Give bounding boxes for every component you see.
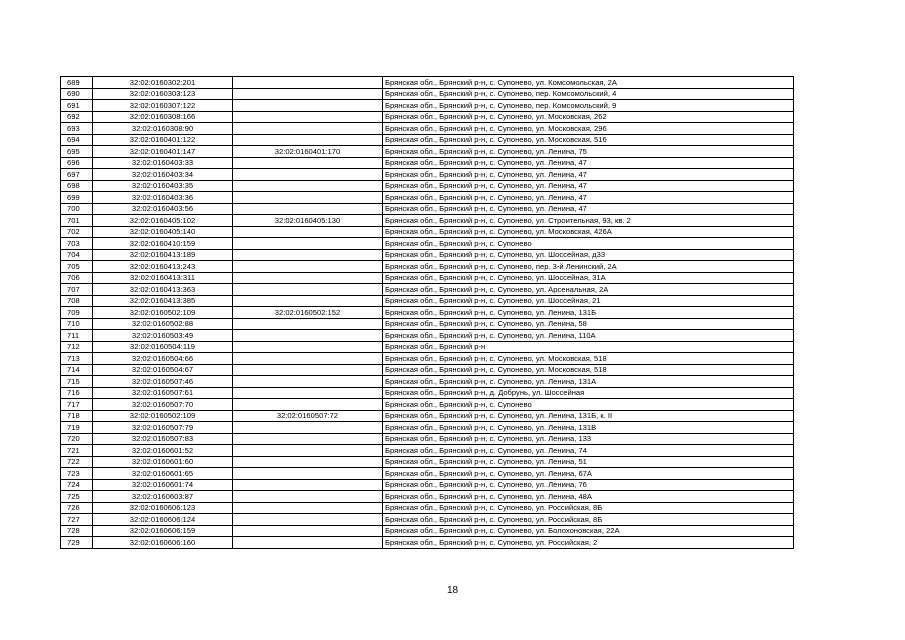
related-cadastral-number-cell — [233, 111, 383, 123]
table-row — [61, 77, 794, 89]
page-number: 18 — [446, 585, 459, 596]
cadastral-number-cell: 32:02:0160403:34 — [93, 169, 233, 181]
row-number-cell: 721 — [61, 445, 93, 457]
row-number-cell: 716 — [61, 387, 93, 399]
row-number-cell: 709 — [61, 307, 93, 319]
row-number-cell: 706 — [61, 272, 93, 284]
table-row — [61, 249, 794, 261]
related-cadastral-number-cell — [233, 456, 383, 468]
related-cadastral-number-cell — [233, 261, 383, 273]
cadastral-number-cell: 32:02:0160601:74 — [93, 479, 233, 491]
table-row — [61, 399, 794, 411]
table-row — [61, 238, 794, 250]
table-row — [61, 479, 794, 491]
address-cell: Брянская обл., Брянский р-н, с. Супонево, ул. Комсомольская, 2А — [383, 77, 794, 89]
row-number-cell: 727 — [61, 514, 93, 526]
address-cell: Брянская обл., Брянский р-н, с. Супонево, пер. Комсомольский, 4 — [383, 88, 794, 100]
related-cadastral-number-cell — [233, 525, 383, 537]
row-number-cell: 693 — [61, 123, 93, 135]
cadastral-number-cell: 32:02:0160503:49 — [93, 330, 233, 342]
table-row — [61, 514, 794, 526]
row-number-cell: 708 — [61, 295, 93, 307]
related-cadastral-number-cell — [233, 284, 383, 296]
row-number-cell: 729 — [61, 537, 93, 549]
row-number-cell: 728 — [61, 525, 93, 537]
row-number-cell: 704 — [61, 249, 93, 261]
row-number-cell: 698 — [61, 180, 93, 192]
address-cell: Брянская обл., Брянский р-н, с. Супонево, ул. Московская, 516 — [383, 134, 794, 146]
address-cell: Брянская обл., Брянский р-н, с. Супонево, ул. Ленина, 51 — [383, 456, 794, 468]
cadastral-number-cell: 32:02:0160507:46 — [93, 376, 233, 388]
address-cell: Брянская обл., Брянский р-н, с. Супонево, ул. Шоссейная, 31А — [383, 272, 794, 284]
cadastral-number-cell: 32:02:0160410:159 — [93, 238, 233, 250]
related-cadastral-number-cell: 32:02:0160405:130 — [233, 215, 383, 227]
table-row — [61, 537, 794, 549]
cadastral-number-cell: 32:02:0160307:122 — [93, 100, 233, 112]
row-number-cell: 726 — [61, 502, 93, 514]
row-number-cell: 692 — [61, 111, 93, 123]
related-cadastral-number-cell — [233, 387, 383, 399]
table-row — [61, 433, 794, 445]
address-cell: Брянская обл., Брянский р-н, с. Супонево, пер. Комсомольский, 9 — [383, 100, 794, 112]
address-cell: Брянская обл., Брянский р-н, с. Супонево, ул. Ленина, 133 — [383, 433, 794, 445]
address-cell: Брянская обл., Брянский р-н, с. Супонево, ул. Ленина, 131Б — [383, 307, 794, 319]
row-number-cell: 717 — [61, 399, 93, 411]
cadastral-number-cell: 32:02:0160403:33 — [93, 157, 233, 169]
row-number-cell: 724 — [61, 479, 93, 491]
cadastral-number-cell: 32:02:0160413:189 — [93, 249, 233, 261]
cadastral-number-cell: 32:02:0160507:70 — [93, 399, 233, 411]
table-row — [61, 468, 794, 480]
related-cadastral-number-cell — [233, 272, 383, 284]
table-row — [61, 387, 794, 399]
cadastral-number-cell: 32:02:0160405:140 — [93, 226, 233, 238]
address-cell: Брянская обл., Брянский р-н — [383, 341, 794, 353]
address-cell: Брянская обл., Брянский р-н, с. Супонево, ул. Московская, 426А — [383, 226, 794, 238]
address-cell: Брянская обл., Брянский р-н, с. Супонево, ул. Строительная, 93, кв. 2 — [383, 215, 794, 227]
related-cadastral-number-cell — [233, 422, 383, 434]
related-cadastral-number-cell — [233, 238, 383, 250]
address-cell: Брянская обл., Брянский р-н, с. Супонево, ул. Ленина, 47 — [383, 169, 794, 181]
cadastral-number-cell: 32:02:0160606:159 — [93, 525, 233, 537]
row-number-cell: 712 — [61, 341, 93, 353]
cadastral-number-cell: 32:02:0160502:109 — [93, 410, 233, 422]
table-row — [61, 123, 794, 135]
table-row — [61, 111, 794, 123]
row-number-cell: 722 — [61, 456, 93, 468]
row-number-cell: 710 — [61, 318, 93, 330]
row-number-cell: 714 — [61, 364, 93, 376]
address-cell: Брянская обл., Брянский р-н, с. Супонево, ул. Ленина, 75 — [383, 146, 794, 158]
related-cadastral-number-cell — [233, 376, 383, 388]
related-cadastral-number-cell — [233, 295, 383, 307]
table-row — [61, 376, 794, 388]
row-number-cell: 700 — [61, 203, 93, 215]
row-number-cell: 705 — [61, 261, 93, 273]
address-cell: Брянская обл., Брянский р-н, с. Супонево, ул. Российская, 8Б — [383, 502, 794, 514]
cadastral-number-cell: 32:02:0160303:123 — [93, 88, 233, 100]
cadastral-number-cell: 32:02:0160606:160 — [93, 537, 233, 549]
address-cell: Брянская обл., Брянский р-н, с. Супонево, ул. Ленина, 131Б, к. II — [383, 410, 794, 422]
table-row — [61, 100, 794, 112]
row-number-cell: 713 — [61, 353, 93, 365]
cadastral-number-cell: 32:02:0160601:52 — [93, 445, 233, 457]
cadastral-number-cell: 32:02:0160401:147 — [93, 146, 233, 158]
row-number-cell: 707 — [61, 284, 93, 296]
address-cell: Брянская обл., Брянский р-н, с. Супонево, ул. Ленина, 131В — [383, 422, 794, 434]
registry-table — [60, 76, 794, 549]
address-cell: Брянская обл., Брянский р-н, с. Супонево, ул. Шоссейная, 21 — [383, 295, 794, 307]
table-row — [61, 330, 794, 342]
address-cell: Брянская обл., Брянский р-н, с. Супонево, ул. Ленина, 110А — [383, 330, 794, 342]
table-row — [61, 456, 794, 468]
address-cell: Брянская обл., Брянский р-н, с. Супонево, ул. Московская, 296 — [383, 123, 794, 135]
row-number-cell: 694 — [61, 134, 93, 146]
table-row — [61, 134, 794, 146]
cadastral-number-cell: 32:02:0160507:83 — [93, 433, 233, 445]
address-cell: Брянская обл., Брянский р-н, с. Супонево, ул. Ленина, 67А — [383, 468, 794, 480]
related-cadastral-number-cell: 32:02:0160401:170 — [233, 146, 383, 158]
related-cadastral-number-cell — [233, 203, 383, 215]
address-cell: Брянская обл., Брянский р-н, с. Супонево, ул. Болохоновская, 22А — [383, 525, 794, 537]
cadastral-number-cell: 32:02:0160507:79 — [93, 422, 233, 434]
table-row — [61, 192, 794, 204]
related-cadastral-number-cell — [233, 88, 383, 100]
cadastral-number-cell: 32:02:0160413:363 — [93, 284, 233, 296]
cadastral-number-cell: 32:02:0160401:122 — [93, 134, 233, 146]
related-cadastral-number-cell — [233, 123, 383, 135]
cadastral-number-cell: 32:02:0160504:119 — [93, 341, 233, 353]
related-cadastral-number-cell — [233, 537, 383, 549]
cadastral-number-cell: 32:02:0160413:385 — [93, 295, 233, 307]
table-row — [61, 146, 794, 158]
table-row — [61, 341, 794, 353]
address-cell: Брянская обл., Брянский р-н, с. Супонево, ул. Ленина, 131А — [383, 376, 794, 388]
row-number-cell: 699 — [61, 192, 93, 204]
table-row — [61, 307, 794, 319]
address-cell: Брянская обл., Брянский р-н, с. Супонево, ул. Ленина, 76 — [383, 479, 794, 491]
row-number-cell: 723 — [61, 468, 93, 480]
row-number-cell: 725 — [61, 491, 93, 503]
cadastral-number-cell: 32:02:0160502:109 — [93, 307, 233, 319]
cadastral-number-cell: 32:02:0160405:102 — [93, 215, 233, 227]
cadastral-number-cell: 32:02:0160413:243 — [93, 261, 233, 273]
table-row — [61, 353, 794, 365]
related-cadastral-number-cell — [233, 479, 383, 491]
table-row — [61, 180, 794, 192]
table-row — [61, 261, 794, 273]
related-cadastral-number-cell — [233, 318, 383, 330]
cadastral-number-cell: 32:02:0160403:56 — [93, 203, 233, 215]
address-cell: Брянская обл., Брянский р-н, с. Супонево, ул. Московская, 518 — [383, 353, 794, 365]
cadastral-number-cell: 32:02:0160504:67 — [93, 364, 233, 376]
address-cell: Брянская обл., Брянский р-н, с. Супонево — [383, 238, 794, 250]
related-cadastral-number-cell — [233, 77, 383, 89]
row-number-cell: 711 — [61, 330, 93, 342]
related-cadastral-number-cell — [233, 491, 383, 503]
cadastral-number-cell: 32:02:0160308:90 — [93, 123, 233, 135]
related-cadastral-number-cell — [233, 100, 383, 112]
row-number-cell: 703 — [61, 238, 93, 250]
related-cadastral-number-cell — [233, 341, 383, 353]
cadastral-number-cell: 32:02:0160413:311 — [93, 272, 233, 284]
related-cadastral-number-cell: 32:02:0160507:72 — [233, 410, 383, 422]
cadastral-number-cell: 32:02:0160601:65 — [93, 468, 233, 480]
related-cadastral-number-cell — [233, 468, 383, 480]
table-row — [61, 295, 794, 307]
table-row — [61, 502, 794, 514]
registry-table-body — [61, 77, 794, 549]
address-cell: Брянская обл., Брянский р-н, с. Супонево, ул. Российская, 8Б — [383, 514, 794, 526]
row-number-cell: 702 — [61, 226, 93, 238]
cadastral-number-cell: 32:02:0160603:87 — [93, 491, 233, 503]
address-cell: Брянская обл., Брянский р-н, с. Супонево, ул. Ленина, 58 — [383, 318, 794, 330]
address-cell: Брянская обл., Брянский р-н, с. Супонево, ул. Ленина, 47 — [383, 192, 794, 204]
address-cell: Брянская обл., Брянский р-н, с. Супонево, ул. Российская, 2 — [383, 537, 794, 549]
table-row — [61, 215, 794, 227]
table-row — [61, 157, 794, 169]
cadastral-number-cell: 32:02:0160403:35 — [93, 180, 233, 192]
row-number-cell: 715 — [61, 376, 93, 388]
address-cell: Брянская обл., Брянский р-н, с. Супонево, ул. Московская, 518 — [383, 364, 794, 376]
table-row — [61, 491, 794, 503]
related-cadastral-number-cell — [233, 226, 383, 238]
address-cell: Брянская обл., Брянский р-н, с. Супонево, ул. Ленина, 74 — [383, 445, 794, 457]
cadastral-number-cell: 32:02:0160606:123 — [93, 502, 233, 514]
row-number-cell: 691 — [61, 100, 93, 112]
related-cadastral-number-cell — [233, 445, 383, 457]
table-row — [61, 422, 794, 434]
row-number-cell: 690 — [61, 88, 93, 100]
table-row — [61, 364, 794, 376]
related-cadastral-number-cell — [233, 514, 383, 526]
address-cell: Брянская обл., Брянский р-н, с. Супонево, пер. 3-й Ленинский, 2А — [383, 261, 794, 273]
address-cell: Брянская обл., Брянский р-н, с. Супонево, ул. Ленина, 47 — [383, 203, 794, 215]
table-row — [61, 272, 794, 284]
table-row — [61, 318, 794, 330]
row-number-cell: 695 — [61, 146, 93, 158]
row-number-cell: 701 — [61, 215, 93, 227]
row-number-cell: 718 — [61, 410, 93, 422]
table-row — [61, 169, 794, 181]
cadastral-number-cell: 32:02:0160606:124 — [93, 514, 233, 526]
cadastral-number-cell: 32:02:0160502:88 — [93, 318, 233, 330]
cadastral-number-cell: 32:02:0160308:166 — [93, 111, 233, 123]
address-cell: Брянская обл., Брянский р-н, с. Супонево, ул. Арсенальная, 2А — [383, 284, 794, 296]
address-cell: Брянская обл., Брянский р-н, с. Супонево, ул. Ленина, 47 — [383, 180, 794, 192]
related-cadastral-number-cell: 32:02:0160502:152 — [233, 307, 383, 319]
address-cell: Брянская обл., Брянский р-н, с. Супонево, ул. Шоссейная, д33 — [383, 249, 794, 261]
row-number-cell: 696 — [61, 157, 93, 169]
related-cadastral-number-cell — [233, 157, 383, 169]
address-cell: Брянская обл., Брянский р-н, с. Супонево, ул. Ленина, 47 — [383, 157, 794, 169]
address-cell: Брянская обл., Брянский р-н, д. Добрунь, ул. Шоссейная — [383, 387, 794, 399]
address-cell: Брянская обл., Брянский р-н, с. Супонево, ул. Ленина, 48А — [383, 491, 794, 503]
table-row — [61, 284, 794, 296]
related-cadastral-number-cell — [233, 249, 383, 261]
related-cadastral-number-cell — [233, 180, 383, 192]
address-cell: Брянская обл., Брянский р-н, с. Супонево — [383, 399, 794, 411]
cadastral-number-cell: 32:02:0160302:201 — [93, 77, 233, 89]
related-cadastral-number-cell — [233, 169, 383, 181]
related-cadastral-number-cell — [233, 502, 383, 514]
address-cell: Брянская обл., Брянский р-н, с. Супонево, ул. Московская, 262 — [383, 111, 794, 123]
related-cadastral-number-cell — [233, 330, 383, 342]
table-row — [61, 410, 794, 422]
table-row — [61, 445, 794, 457]
row-number-cell: 689 — [61, 77, 93, 89]
related-cadastral-number-cell — [233, 433, 383, 445]
table-row — [61, 525, 794, 537]
table-row — [61, 88, 794, 100]
row-number-cell: 719 — [61, 422, 93, 434]
row-number-cell: 720 — [61, 433, 93, 445]
row-number-cell: 697 — [61, 169, 93, 181]
related-cadastral-number-cell — [233, 353, 383, 365]
related-cadastral-number-cell — [233, 192, 383, 204]
cadastral-number-cell: 32:02:0160504:66 — [93, 353, 233, 365]
cadastral-number-cell: 32:02:0160403:36 — [93, 192, 233, 204]
related-cadastral-number-cell — [233, 399, 383, 411]
related-cadastral-number-cell — [233, 134, 383, 146]
cadastral-number-cell: 32:02:0160601:60 — [93, 456, 233, 468]
table-row — [61, 226, 794, 238]
related-cadastral-number-cell — [233, 364, 383, 376]
cadastral-number-cell: 32:02:0160507:61 — [93, 387, 233, 399]
table-row — [61, 203, 794, 215]
